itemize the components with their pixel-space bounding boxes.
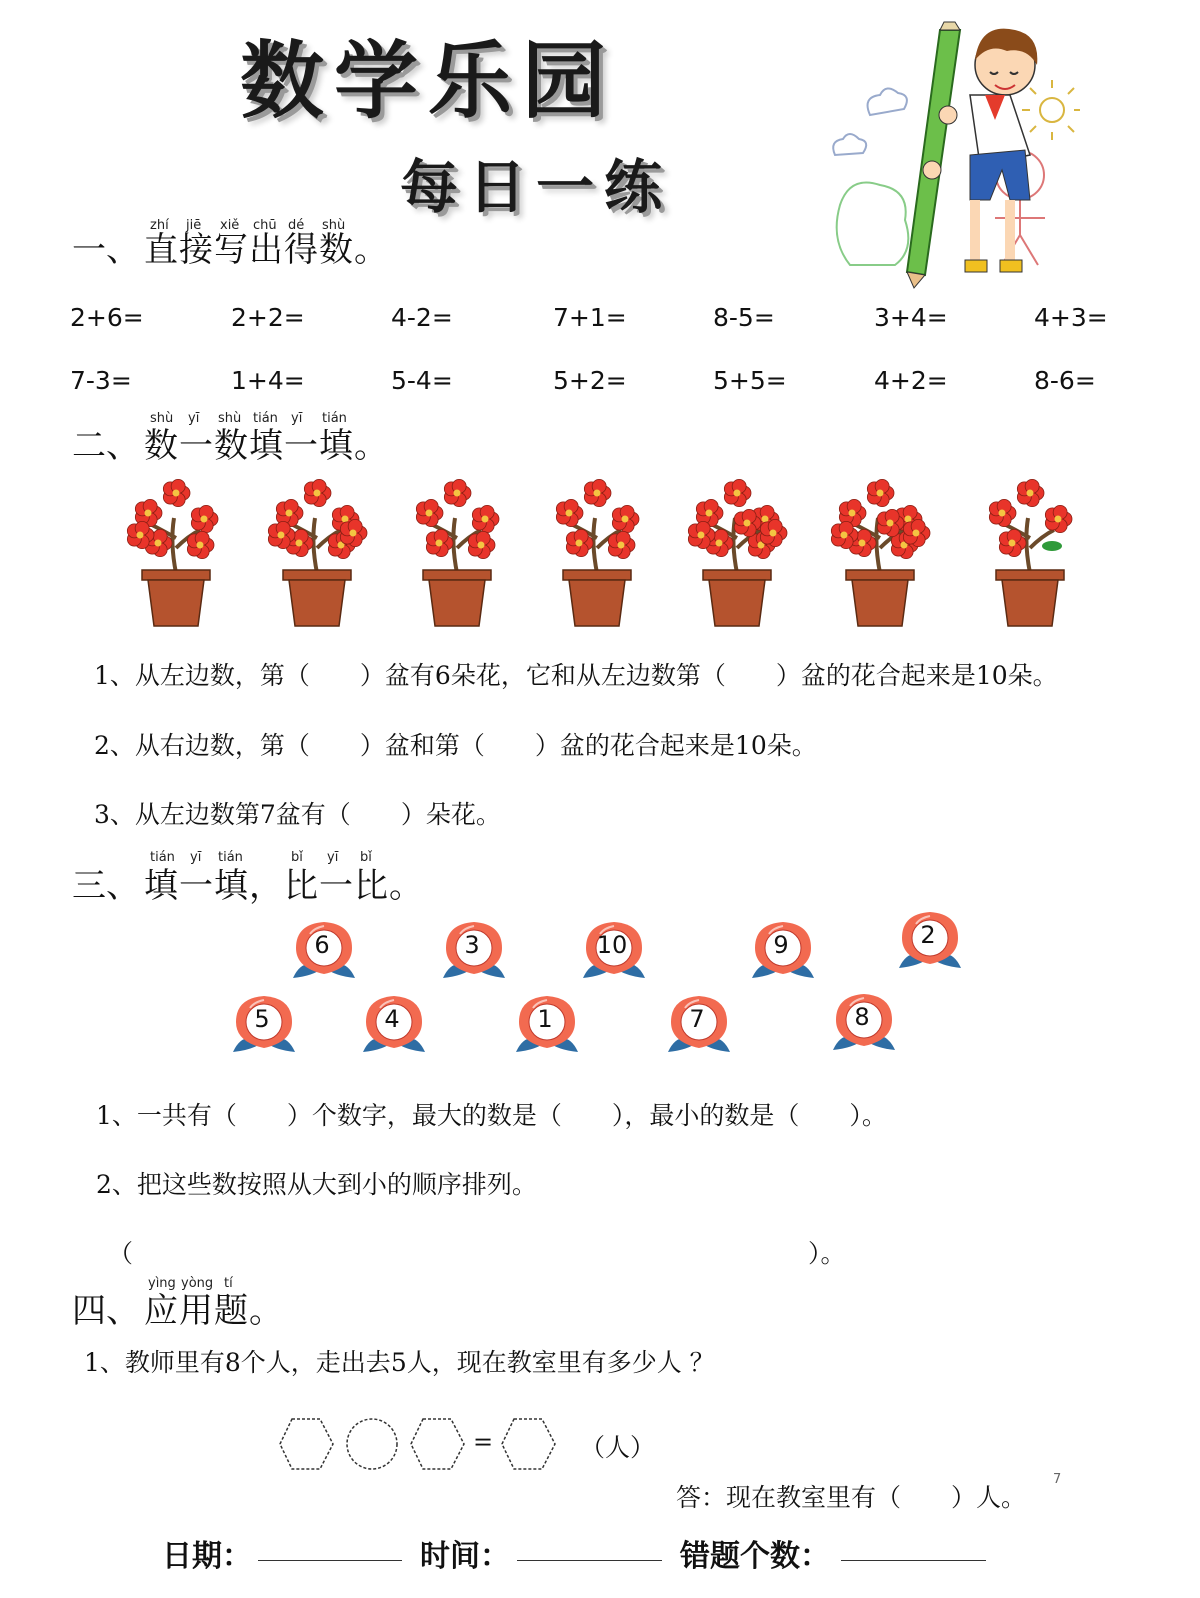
flower — [1017, 479, 1044, 506]
peach-number: 3 — [441, 918, 511, 986]
time-line[interactable] — [517, 1560, 662, 1561]
time-label: 时间： — [420, 1539, 510, 1574]
date-line[interactable] — [258, 1560, 402, 1561]
answer-paren-close: ）。 — [808, 1239, 846, 1268]
peach-number: 7 — [666, 992, 736, 1060]
flower-pot — [416, 479, 499, 626]
peach-number: 6 — [291, 918, 361, 986]
section3-question: 2、把这些数按照从大到小的顺序排列。 — [96, 1170, 537, 1199]
pinyin: yìng — [148, 1276, 176, 1291]
section2-number: 二、 — [72, 426, 140, 466]
peach-number: 10 — [581, 918, 651, 986]
pinyin: tián — [150, 850, 175, 865]
flower-pot — [268, 479, 367, 626]
errors-label: 错题个数： — [680, 1539, 830, 1574]
pinyin: tí — [224, 1276, 233, 1291]
flower — [989, 499, 1016, 526]
flower — [304, 479, 331, 506]
pinyin: tián — [322, 411, 347, 426]
flower — [608, 531, 635, 558]
math-problem: 3+4= — [874, 303, 948, 332]
answer-paren-open: （ — [108, 1239, 134, 1268]
math-problem: 5+2= — [553, 366, 627, 395]
math-problem: 7-3= — [70, 366, 132, 395]
flower — [867, 479, 894, 506]
math-problem: 5+5= — [713, 366, 787, 395]
flower — [903, 519, 930, 546]
boy-with-pencil-illustration — [820, 20, 1080, 290]
pinyin: shù — [322, 218, 346, 233]
pinyin: tián — [253, 411, 278, 426]
flower — [556, 499, 583, 526]
math-problem: 5-4= — [391, 366, 453, 395]
pinyin: bǐ — [360, 850, 372, 865]
math-problem: 2+2= — [231, 303, 305, 332]
page-title: 数学乐园 — [240, 32, 617, 130]
section4-number: 四、 — [72, 1291, 140, 1331]
math-problem: 4+2= — [874, 366, 948, 395]
flower — [584, 479, 611, 506]
section2-question: 1、从左边数，第（ ）盆有6朵花，它和从左边数第（ ）盆的花合起来是10朵。 — [94, 661, 1058, 690]
section2-question: 3、从左边数第7盆有（ ）朵花。 — [94, 800, 501, 829]
math-problem: 8-6= — [1034, 366, 1096, 395]
page-number: 7 — [1053, 1472, 1062, 1487]
flower — [472, 505, 499, 532]
flower — [416, 499, 443, 526]
peach-number: 1 — [514, 992, 584, 1060]
pinyin: yī — [327, 850, 339, 865]
peach-number: 4 — [361, 992, 431, 1060]
section1-title: 直接写出得数。 — [144, 230, 389, 270]
equals-sign: = — [473, 1428, 494, 1456]
peach-number: 8 — [831, 990, 901, 1058]
unit-label: （人） — [580, 1433, 656, 1462]
section2-question: 2、从右边数，第（ ）盆和第（ ）盆的花合起来是10朵。 — [94, 731, 817, 760]
flower — [612, 505, 639, 532]
flower-pot — [688, 479, 787, 626]
math-problem: 8-5= — [713, 303, 775, 332]
pinyin: xiě — [220, 218, 240, 233]
pinyin: shù — [218, 411, 242, 426]
peach-number: 9 — [750, 918, 820, 986]
math-problem: 4+3= — [1034, 303, 1108, 332]
section3-question: 1、一共有（ ）个数字，最大的数是（ ），最小的数是（ ）。 — [96, 1101, 887, 1130]
peach-number: 5 — [231, 992, 301, 1060]
pinyin: jiē — [186, 218, 202, 233]
pinyin: chū — [253, 218, 277, 233]
pinyin: dé — [288, 218, 305, 233]
pinyin: shù — [150, 411, 174, 426]
flower — [163, 479, 190, 506]
answer-sentence: 答：现在教室里有（ ）人。 — [676, 1483, 1027, 1512]
flower-pot — [831, 479, 930, 626]
math-problem: 2+6= — [70, 303, 144, 332]
math-problem: 7+1= — [553, 303, 627, 332]
flower-pot — [556, 479, 639, 626]
flower-pots-row — [120, 478, 1080, 638]
section1-number: 一、 — [72, 230, 140, 270]
pinyin: yī — [291, 411, 303, 426]
flower — [444, 479, 471, 506]
flower-pot — [989, 479, 1072, 626]
math-problem: 1+4= — [231, 366, 305, 395]
flower — [1045, 505, 1072, 532]
errors-line[interactable] — [841, 1560, 986, 1561]
flower — [760, 519, 787, 546]
pinyin: tián — [218, 850, 243, 865]
word-problem: 1、教师里有8个人，走出去5人，现在教室里有多少人 ？ — [84, 1348, 715, 1377]
equation-boxes — [278, 1416, 568, 1472]
pinyin: yī — [188, 411, 200, 426]
flower — [724, 479, 751, 506]
pinyin: yī — [190, 850, 202, 865]
flower — [468, 531, 495, 558]
flower — [340, 519, 367, 546]
math-problem: 4-2= — [391, 303, 453, 332]
page-subtitle: 每日一练 — [400, 153, 673, 221]
flower — [187, 531, 214, 558]
section4-title: 应用题。 — [144, 1291, 284, 1331]
flower — [191, 505, 218, 532]
pinyin: bǐ — [291, 850, 303, 865]
section3-number: 三、 — [72, 866, 140, 906]
pinyin: zhí — [150, 218, 169, 233]
section3-title: 填一填，比一比。 — [144, 866, 424, 906]
date-label: 日期： — [162, 1539, 252, 1574]
pinyin: yòng — [181, 1276, 214, 1291]
section2-title: 数一数填一填。 — [144, 426, 389, 466]
flower-pot — [127, 479, 218, 626]
peach-number: 2 — [897, 908, 967, 976]
